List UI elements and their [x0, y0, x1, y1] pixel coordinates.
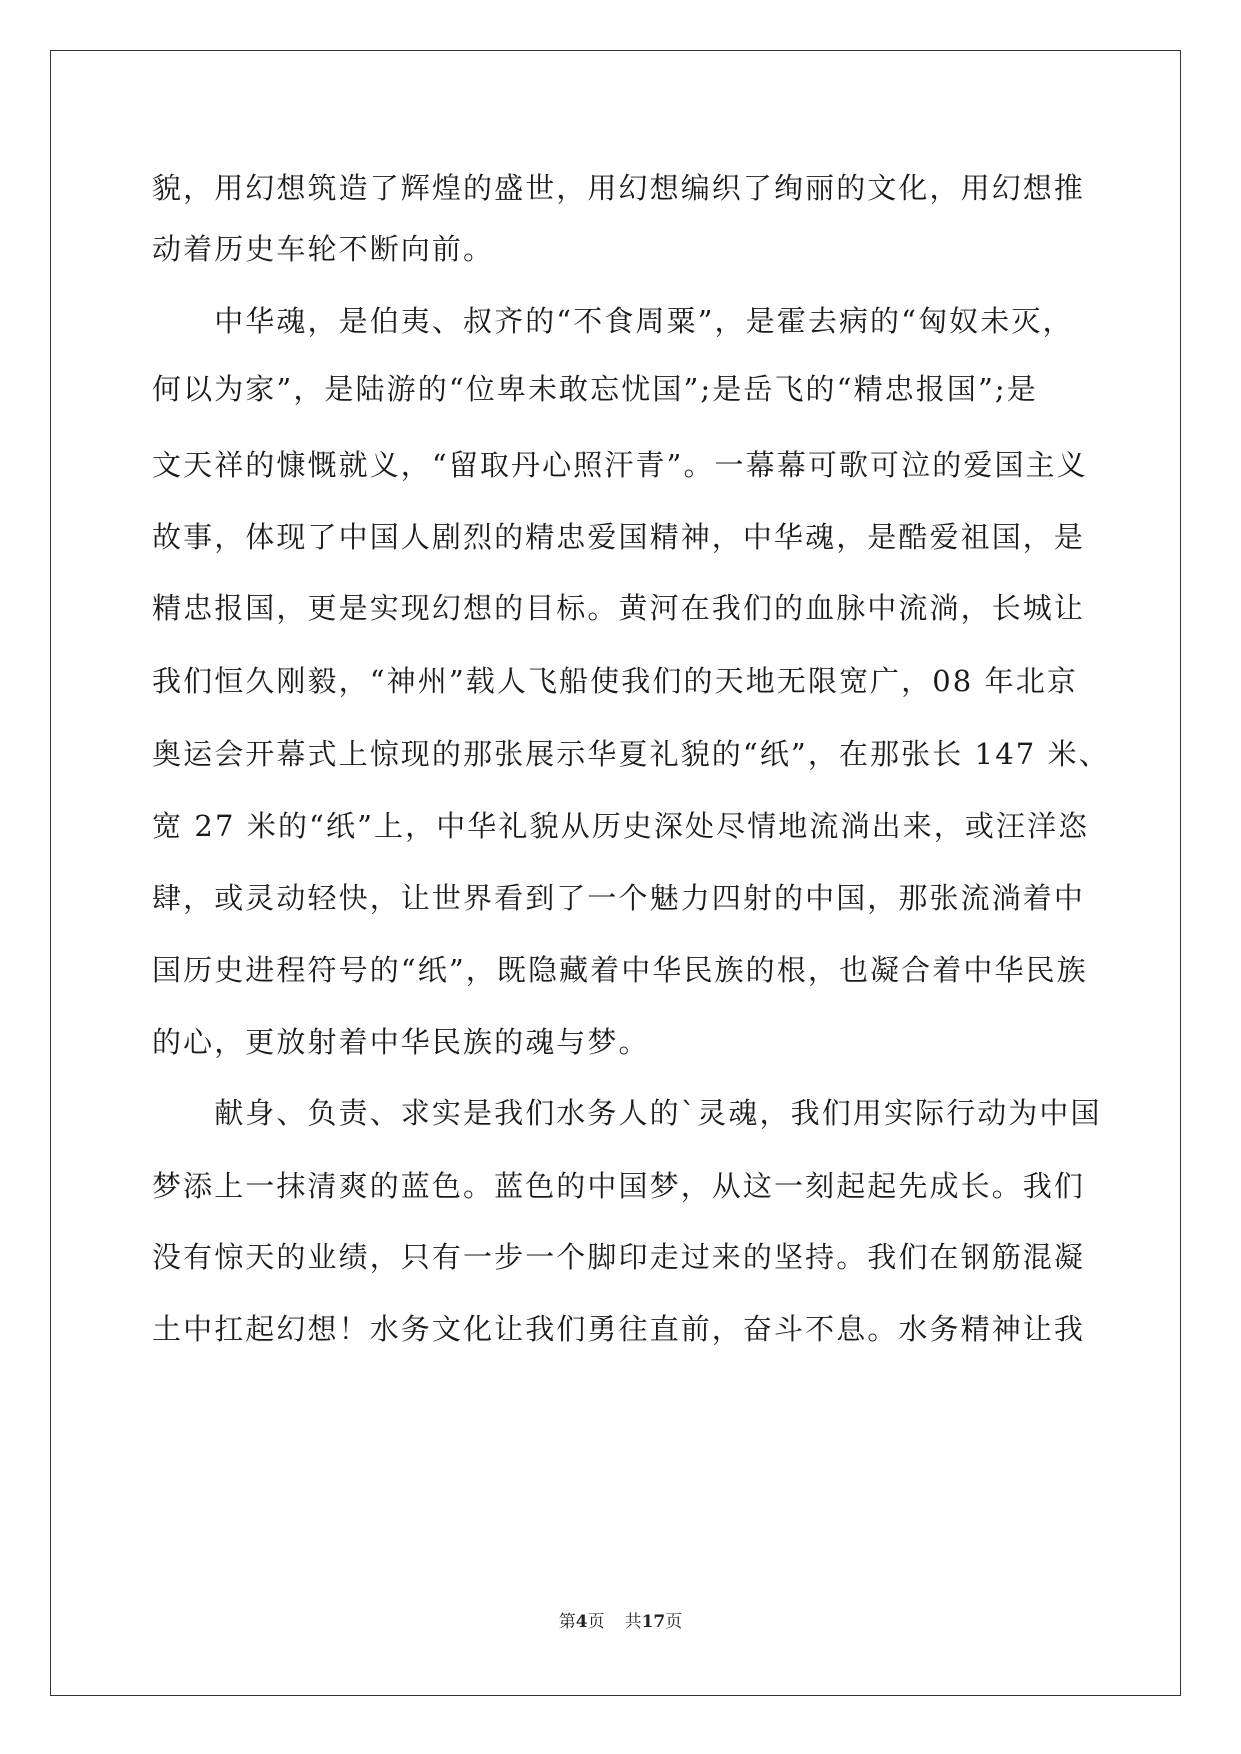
text-line: 梦添上一抹清爽的蓝色。蓝色的中国梦，从这一刻起起先成长。我们 — [152, 1169, 1086, 1203]
paragraph-start-line: 中华魂，是伯夷、叔齐的“不食周粟”，是霍去病的“匈奴未灭， — [152, 304, 1074, 338]
page-suffix: 页 — [587, 1612, 605, 1632]
paragraph-start-line: 献身、负责、求实是我们水务人的`灵魂，我们用实际行动为中国 — [152, 1096, 1102, 1130]
text-line: 奥运会开幕式上惊现的那张展示华夏礼貌的“纸”，在那张长 147 米、 — [152, 737, 1110, 771]
total-pages: 17 — [641, 1612, 666, 1632]
text-line: 精忠报国，更是实现幻想的目标。黄河在我们的血脉中流淌，长城让 — [152, 591, 1086, 625]
text-line: 动着历史车轮不断向前。 — [152, 232, 495, 266]
page-border — [50, 50, 1181, 1696]
page-footer — [0, 1610, 1241, 1634]
text-line: 我们恒久刚毅，“神州”载人飞船使我们的天地无限宽广，08 年北京 — [152, 664, 1078, 698]
text-line: 宽 27 米的“纸”上，中华礼貌从历史深处尽情地流淌出来，或汪洋恣 — [152, 809, 1090, 843]
text-line: 文天祥的慷慨就义，“留取丹心照汗青”。一幕幕可歌可泣的爱国主义 — [152, 448, 1088, 482]
text-line: 故事，体现了中国人剧烈的精忠爱国精神，中华魂，是酷爱祖国，是 — [152, 520, 1086, 554]
page-prefix: 第 — [558, 1612, 576, 1632]
text-line: 国历史进程符号的“纸”，既隐藏着中华民族的根，也凝合着中华民族 — [152, 953, 1088, 987]
text-line: 的心，更放射着中华民族的魂与梦。 — [152, 1025, 650, 1059]
text-line: 何以为家”，是陆游的“位卑未敢忘忧国”;是岳飞的“精忠报国”;是 — [152, 372, 1038, 406]
text-line: 肆，或灵动轻快，让世界看到了一个魅力四射的中国，那张流淌着中 — [152, 881, 1086, 915]
page-number: 4 — [575, 1612, 588, 1632]
text-line: 土中扛起幻想！水务文化让我们勇往直前，奋斗不息。水务精神让我 — [152, 1312, 1086, 1346]
text-line: 没有惊天的业绩，只有一步一个脚印走过来的坚持。我们在钢筋混凝 — [152, 1240, 1086, 1274]
text-line: 貌，用幻想筑造了辉煌的盛世，用幻想编织了绚丽的文化，用幻想推 — [152, 171, 1086, 205]
total-prefix: 共 — [624, 1612, 642, 1632]
total-suffix: 页 — [665, 1612, 683, 1632]
